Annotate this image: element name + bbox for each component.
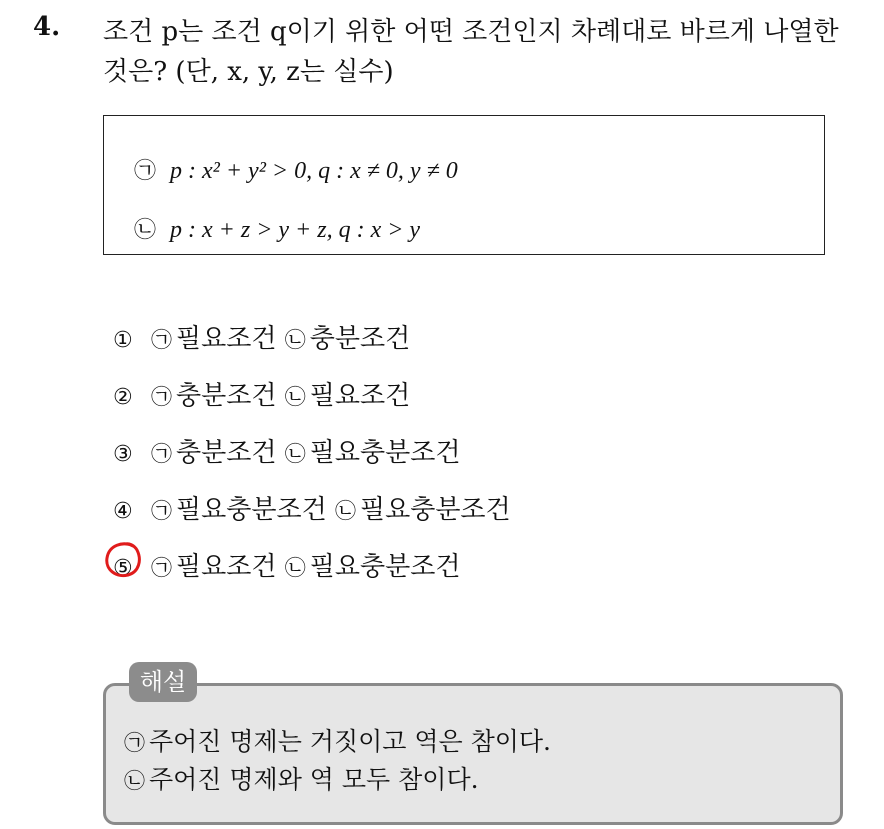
explanation-text: 주어진 명제는 거짓이고 역은 참이다. [149, 727, 551, 756]
choice-number: ④ [113, 499, 133, 524]
question-text-line-2: 것은? (단, x, y, z는 실수) [103, 57, 394, 87]
condition-marker: ㉠ [134, 159, 157, 184]
explanation-marker: ㉡ [124, 769, 145, 793]
choice-text-b: 필요충분조건 [309, 552, 461, 582]
choice-1[interactable] [113, 318, 410, 355]
choice-number: ② [113, 385, 133, 410]
condition-2 [134, 213, 420, 244]
choice-marker-a: ㉠ [151, 499, 172, 523]
choice-text-b: 필요충분조건 [359, 495, 511, 525]
choice-text-b: 충분조건 [309, 324, 411, 354]
explanation-line-1 [124, 722, 551, 758]
explanation-marker: ㉠ [124, 731, 145, 755]
choice-marker-b: ㉡ [284, 328, 306, 352]
choice-marker-a: ㉠ [151, 556, 172, 580]
choice-text-a: 충분조건 [176, 381, 277, 411]
choice-4[interactable] [113, 489, 511, 526]
choice-5[interactable] [113, 546, 460, 583]
choice-marker-b: ㉡ [334, 499, 356, 523]
choice-marker-a: ㉠ [151, 385, 172, 409]
explanation-text: 주어진 명제와 역 모두 참이다. [149, 765, 479, 794]
condition-1 [134, 154, 458, 185]
choice-text-a: 필요충분조건 [176, 495, 327, 525]
choice-text-a: 필요조건 [176, 552, 277, 582]
choice-text-a: 필요조건 [176, 324, 277, 354]
choice-marker-a: ㉠ [151, 328, 172, 352]
explanation-line-2 [124, 760, 479, 796]
choice-marker-a: ㉠ [151, 442, 172, 466]
condition-text: p : x² + y² > 0, q : x ≠ 0, y ≠ 0 [170, 158, 458, 184]
conditions-box [103, 115, 825, 255]
choice-marker-b: ㉡ [284, 556, 306, 580]
explanation-tab: 해설 [129, 662, 197, 702]
condition-text: p : x + z > y + z, q : x > y [170, 217, 421, 243]
choice-2[interactable] [113, 375, 410, 412]
choice-3[interactable] [113, 432, 460, 469]
choice-number: ① [113, 328, 133, 353]
choice-marker-b: ㉡ [284, 385, 306, 409]
condition-marker: ㉡ [134, 218, 157, 243]
question-number: 4. [33, 12, 61, 42]
question-text-line-1: 조건 p는 조건 q이기 위한 어떤 조건인지 차례대로 바르게 나열한 [103, 17, 839, 47]
explanation-box [103, 683, 843, 825]
choice-number: ⑤ [113, 556, 133, 581]
choice-number: ③ [113, 442, 133, 467]
choice-text-b: 필요조건 [309, 381, 411, 411]
choice-text-a: 충분조건 [176, 438, 277, 468]
question-text [103, 12, 873, 92]
choice-text-b: 필요충분조건 [309, 438, 461, 468]
choice-marker-b: ㉡ [284, 442, 306, 466]
